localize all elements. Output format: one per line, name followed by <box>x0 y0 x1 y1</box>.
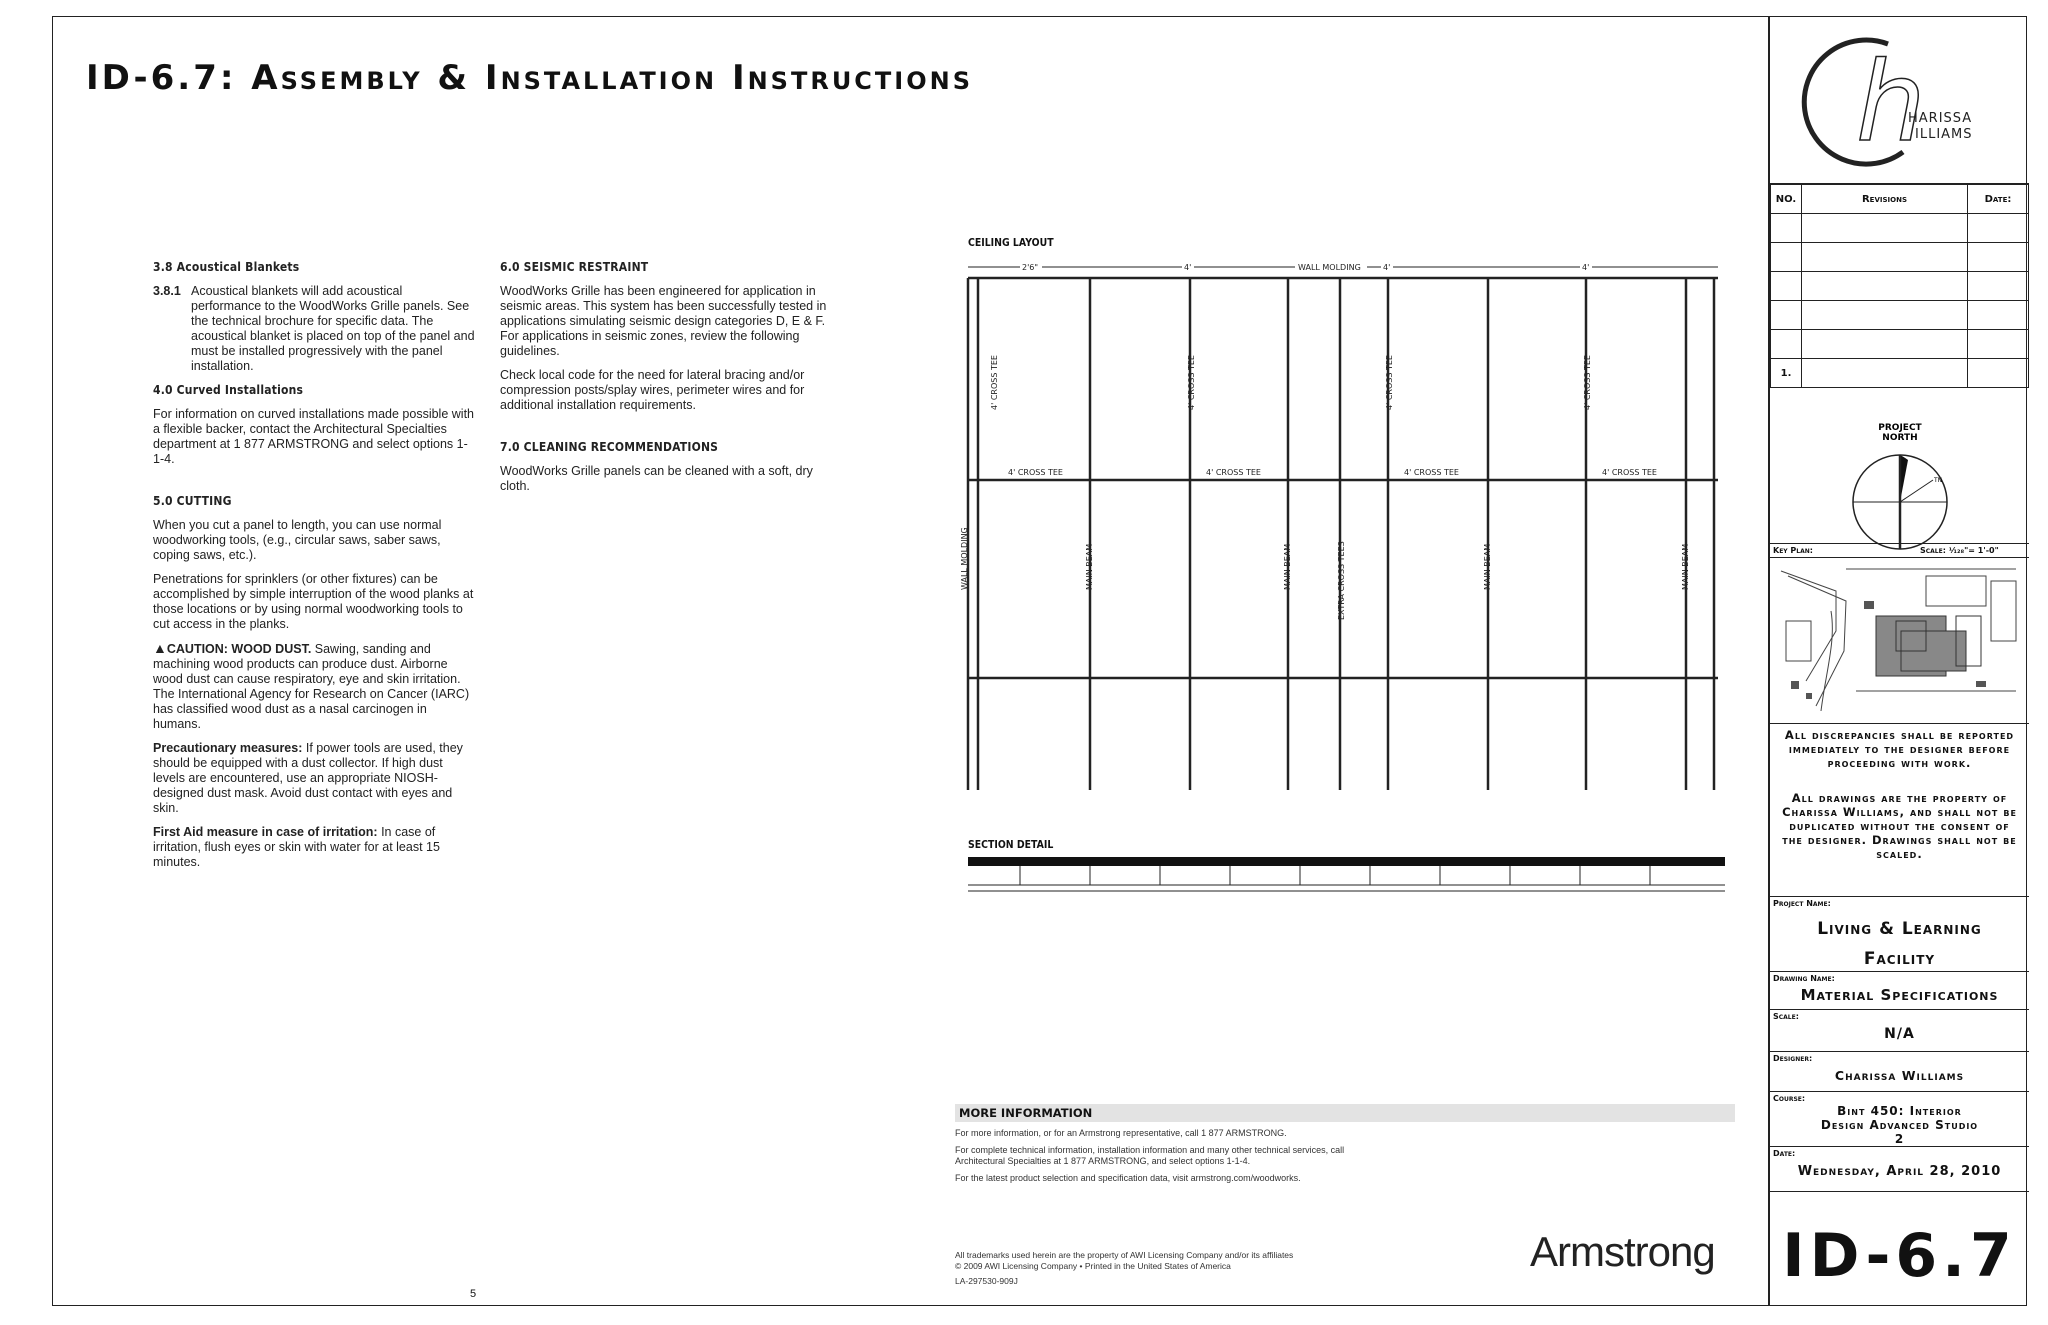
wall-molding-top-label: WALL MOLDING <box>1298 263 1361 272</box>
first-aid-paragraph <box>153 825 475 870</box>
section-detail-label: SECTION DETAIL <box>968 838 1054 851</box>
scale-value: N/A <box>1884 1026 1915 1042</box>
page-title: ID-6.7: Assembly & Installation Instructions <box>86 58 973 98</box>
section-detail-drawing <box>965 855 1730 895</box>
section-heading-4-0: 4.0 Curved Installations <box>153 383 304 397</box>
logo-name-line-2: ILLIAMS <box>1915 127 1973 142</box>
section-heading-3-8: 3.8 Acoustical Blankets <box>153 260 300 274</box>
key-plan-label: Key Plan: <box>1773 546 1813 555</box>
drawing-name: Material Specifications <box>1800 986 1999 1004</box>
main-beam-label: MAIN BEAM <box>1283 543 1292 590</box>
armstrong-logo: Armstrong <box>1530 1228 1715 1275</box>
designer-logo-area <box>1770 16 2029 184</box>
legal-line: © 2009 AWI Licensing Company • Printed in the United States of America <box>955 1261 1231 1271</box>
paragraph-3-8-1 <box>153 284 475 374</box>
revisions-table <box>1770 184 2029 388</box>
designer-label: Designer: <box>1773 1054 1813 1063</box>
cross-tee-vertical-label: 4' CROSS TEE <box>1583 355 1592 410</box>
true-north-label: TN <box>1934 477 1943 484</box>
ceiling-layout-label: CEILING LAYOUT <box>968 236 1054 249</box>
drawing-date: Wednesday, April 28, 2010 <box>1797 1164 2002 1179</box>
more-info-line: For more information, or for an Armstrong representative, call 1 877 ARMSTRONG. <box>955 1128 1287 1138</box>
discrepancy-note: All discrepancies shall be reported immediately to the designer before proceeding with work. <box>1784 728 2015 770</box>
key-plan-scale: Scale: ¹⁄₁₂₈"= 1'-0" <box>1920 546 1999 555</box>
cross-tee-vertical-label: 4' CROSS TEE <box>1187 355 1196 410</box>
extra-cross-tees-label: EXTRA CROSS TEES <box>1337 541 1346 620</box>
revision-row <box>1771 214 2029 243</box>
section-heading-7-0: 7.0 CLEANING RECOMMENDATIONS <box>500 440 719 454</box>
north-arrow <box>1830 420 1970 560</box>
drawing-name-label: Drawing Name: <box>1773 974 1835 983</box>
instructions-column-2 <box>500 260 835 503</box>
paragraph-6-0-a: WoodWorks Grille has been engineered for application in seismic areas. This system has been successfully tested in applications simulating seismic design categories D, E & F. For applications in seismic zones, review the following guidelines. <box>500 284 827 358</box>
cross-tee-horizontal-label: 4' CROSS TEE <box>1206 468 1261 477</box>
main-beam-label: MAIN BEAM <box>1681 543 1690 590</box>
revision-row <box>1771 330 2029 359</box>
first-aid-text: In case of irritation, flush eyes or skin with water for at least 15 minutes. <box>153 825 440 869</box>
more-info-line: For complete technical information, installation information and many other technical services, call Architectural Specialties at 1 877 ARMSTRONG, and select options 1-1-4. <box>955 1145 1345 1166</box>
ceiling-layout-drawing <box>950 250 1730 810</box>
north-label-1: PROJECT <box>1878 423 1922 433</box>
revision-row <box>1771 301 2029 330</box>
cross-tee-vertical-label: 4' CROSS TEE <box>990 355 999 410</box>
cross-tee-horizontal-label: 4' CROSS TEE <box>1404 468 1459 477</box>
cross-tee-horizontal-label: 4' CROSS TEE <box>1008 468 1063 477</box>
more-info-line: For the latest product selection and specification data, visit armstrong.com/woodworks. <box>955 1173 1301 1183</box>
main-beam-label: MAIN BEAM <box>1085 543 1094 590</box>
paragraph-5-0-a: When you cut a panel to length, you can use normal woodworking tools, (e.g., circular saws, saber saws, coping saws, etc.). <box>153 518 442 562</box>
revision-row <box>1771 272 2029 301</box>
logo-name-line-1: HARISSA <box>1908 111 1973 126</box>
revision-row <box>1771 243 2029 272</box>
scale-field-label: Scale: <box>1773 1012 1799 1021</box>
course-label: Course: <box>1773 1094 1806 1103</box>
caution-paragraph <box>153 641 475 732</box>
paragraph-number: 3.8.1 <box>153 284 181 298</box>
paragraph-text: Acoustical blankets will add acoustical performance to the WoodWorks Grille panels. See the technical brochure for specific data. The acoustical blanket is placed on top of the panel and must be installed progressively with the panel installation. <box>191 284 475 373</box>
ownership-note: All drawings are the property of Charissa Williams, and shall not be duplicated without the consent of the designer. Drawings shall not be scaled. <box>1782 791 2017 861</box>
paragraph-5-0-b: Penetrations for sprinklers (or other fixtures) can be accomplished by simple interruption of the wood planks at those locations or by using normal woodworking tools to cut access in the planks. <box>153 572 474 631</box>
project-name-label: Project Name: <box>1773 899 1831 908</box>
warning-triangle-icon: ▲ <box>153 640 167 656</box>
rev-row-no: 1. <box>1771 359 1802 388</box>
rev-no-header: NO. <box>1771 185 1802 214</box>
dimension-4: 4' <box>1383 263 1391 272</box>
main-beam-label: MAIN BEAM <box>1483 543 1492 590</box>
more-information-heading: MORE INFORMATION <box>955 1104 1735 1122</box>
rev-revisions-header: Revisions <box>1802 185 1968 214</box>
wall-molding-side-label: WALL MOLDING <box>960 527 969 590</box>
key-plan-map <box>1776 561 2023 721</box>
first-aid-title: First Aid measure in case of irritation: <box>153 825 378 839</box>
cross-tee-vertical-label: 4' CROSS TEE <box>1385 355 1394 410</box>
precaution-text: If power tools are used, they should be equipped with a dust collector. If high dust levels are encountered, use an appropriate NIOSH-designed dust mask. Avoid dust contact with eyes and skin. <box>153 741 463 815</box>
caution-title: CAUTION: WOOD DUST. <box>166 642 312 656</box>
logo-letter: h <box>1856 38 1926 166</box>
precaution-paragraph <box>153 741 475 816</box>
dimension-2-6: 2'6" <box>1022 263 1039 272</box>
legal-line: All trademarks used herein are the property of AWI Licensing Company and/or its affiliates <box>955 1250 1294 1260</box>
project-name: Living & Learning Facility <box>1817 919 1982 969</box>
rev-date-header: Date: <box>1968 185 2029 214</box>
dimension-4: 4' <box>1582 263 1590 272</box>
revision-row <box>1771 359 2029 388</box>
date-label: Date: <box>1773 1149 1796 1158</box>
paragraph-6-0-b: Check local code for the need for lateral bracing and/or compression posts/splay wires, perimeter wires and for additional installation requirements. <box>500 368 805 412</box>
caution-text: Sawing, sanding and machining wood products can produce dust. Airborne wood dust can cause respiratory, eye and skin irritation. The International Agency for Research on Cancer (IARC) has classified wood dust as a nasal carcinogen in humans. <box>153 642 470 731</box>
dimension-4: 4' <box>1184 263 1192 272</box>
more-information-block <box>955 1104 1735 1184</box>
precaution-title: Precautionary measures: <box>153 741 303 755</box>
section-heading-6-0: 6.0 SEISMIC RESTRAINT <box>500 260 649 274</box>
paragraph-7-0: WoodWorks Grille panels can be cleaned with a soft, dry cloth. <box>500 464 813 493</box>
instructions-column-1 <box>153 260 475 879</box>
legal-line: LA-297530-909J <box>955 1276 1018 1286</box>
designer-logo <box>1778 22 2023 172</box>
cross-tee-horizontal-label: 4' CROSS TEE <box>1602 468 1657 477</box>
title-block <box>1768 16 2027 1306</box>
legal-notice <box>955 1250 1293 1287</box>
sheet-id: ID-6.7 <box>1782 1221 2017 1291</box>
page-number: 5 <box>470 1288 477 1300</box>
north-label-2: NORTH <box>1882 433 1918 443</box>
paragraph-4-0: For information on curved installations made possible with a flexible backer, contact the Architectural Specialties department at 1 877 ARMSTRONG and select options 1-1-4. <box>153 407 474 466</box>
designer-name: Charissa Williams <box>1834 1068 1965 1083</box>
course-name: Bint 450: Interior Design Advanced Studio 2 <box>1820 1104 1979 1146</box>
section-heading-5-0: 5.0 CUTTING <box>153 494 232 508</box>
